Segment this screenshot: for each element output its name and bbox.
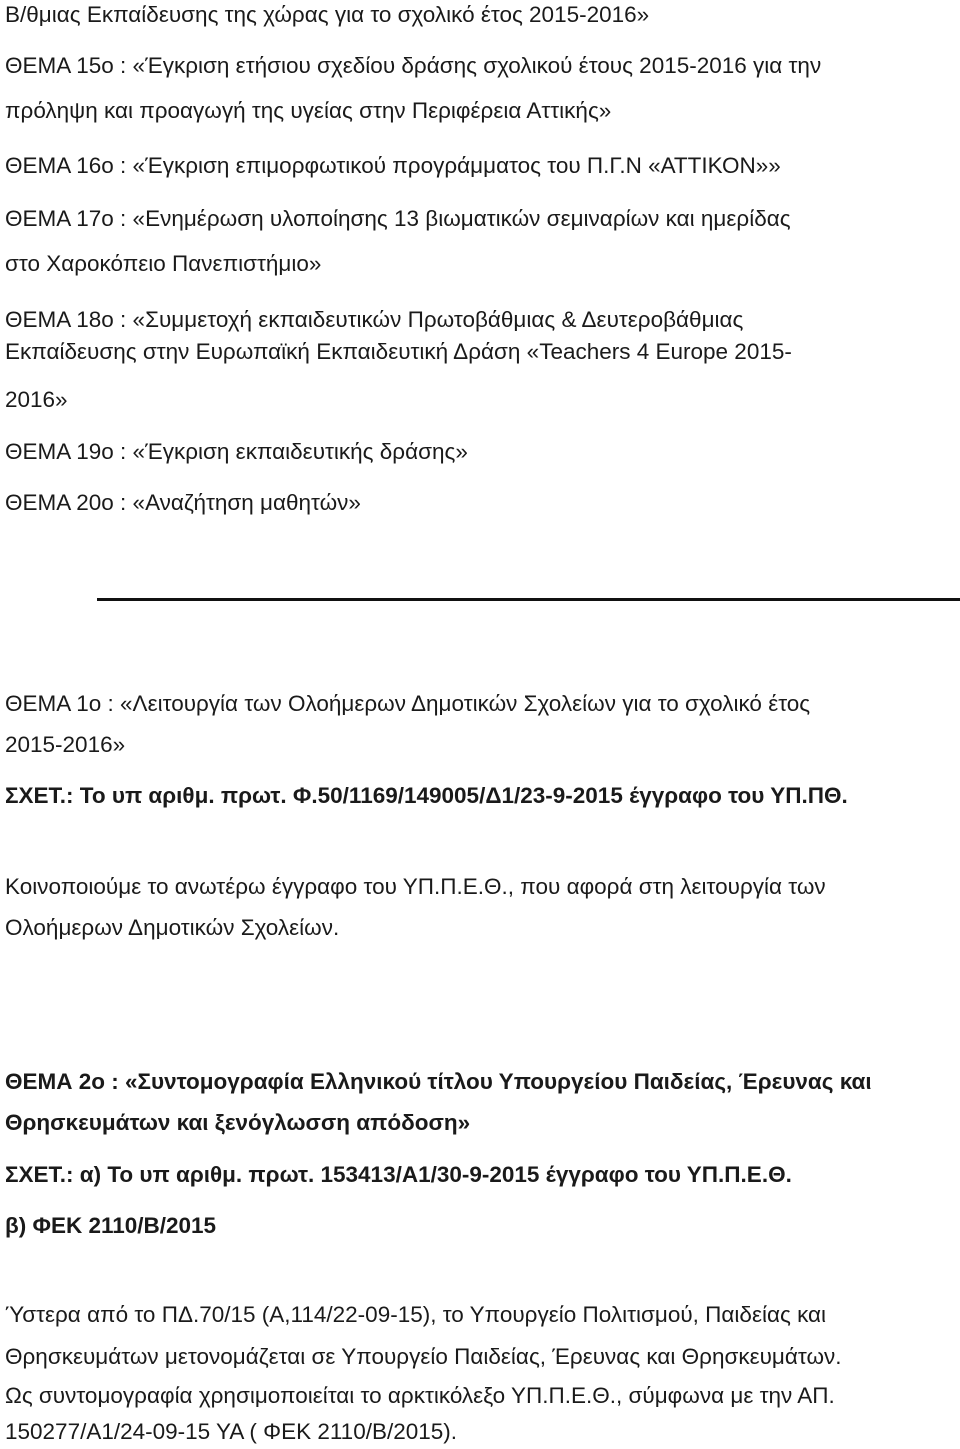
topic-2-reference-a: ΣΧΕΤ.: α) Το υπ αριθμ. πρωτ. 153413/Α1/30-9-2015 έγγραφο του ΥΠ.Π.Ε.Θ. [5, 1162, 792, 1187]
topic-1-body-line1: Κοινοποιούμε το ανωτέρω έγγραφο του ΥΠ.Π.Ε.Θ., που αφορά στη λειτουργία των [5, 874, 826, 899]
topic-19-title: ΘΕΜΑ 19ο : «Έγκριση εκπαιδευτικής δράσης» [5, 439, 468, 464]
topic-15-title-line2: πρόληψη και προαγωγή της υγείας στην Περιφέρεια Αττικής» [5, 98, 612, 123]
topic-18-title-line1: ΘΕΜΑ 18ο : «Συμμετοχή εκπαιδευτικών Πρωτοβάθμιας & Δευτεροβάθμιας [5, 307, 744, 332]
topic-17-title-line1: ΘΕΜΑ 17ο : «Ενημέρωση υλοποίησης 13 βιωματικών σεμιναρίων και ημερίδας [5, 206, 791, 231]
topic-15-title-line1: ΘΕΜΑ 15ο : «Έγκριση ετήσιου σχεδίου δράσης σχολικού έτους 2015-2016 για την [5, 53, 822, 78]
topic-2-body-line2: Θρησκευμάτων μετονομάζεται σε Υπουργείο Παιδείας, Έρευνας και Θρησκευμάτων. [5, 1344, 842, 1369]
topic-2-body-line3: Ως συντομογραφία χρησιμοποιείται το αρκτικόλεξο ΥΠ.Π.Ε.Θ., σύμφωνα με την ΑΠ. [5, 1383, 835, 1408]
topic-18-title-line3: 2016» [5, 387, 68, 412]
topic-2-title-line1: ΘΕΜΑ 2ο : «Συντομογραφία Ελληνικού τίτλου Υπουργείου Παιδείας, Έρευνας και [5, 1069, 872, 1094]
topic-2-body-line1: Ύστερα από το ΠΔ.70/15 (Α,114/22-09-15), το Υπουργείο Πολιτισμού, Παιδείας και [5, 1302, 827, 1327]
topic-20-title: ΘΕΜΑ 20ο : «Αναζήτηση μαθητών» [5, 490, 361, 515]
topic-2-reference-b: β) ΦΕΚ 2110/Β/2015 [5, 1213, 217, 1238]
topic-1-title-line2: 2015-2016» [5, 732, 126, 757]
section-divider [97, 598, 960, 601]
topic-17-title-line2: στο Χαροκόπειο Πανεπιστήμιο» [5, 251, 322, 276]
topic-2-title-line2: Θρησκευμάτων και ξενόγλωσση απόδοση» [5, 1110, 471, 1135]
topic-1-reference: ΣΧΕΤ.: Το υπ αριθμ. πρωτ. Φ.50/1169/149005/Δ1/23-9-2015 έγγραφο του ΥΠ.ΠΘ. [5, 783, 848, 808]
topic-1-body-line2: Ολοήμερων Δημοτικών Σχολείων. [5, 915, 340, 940]
topic-18-title-line2: Εκπαίδευσης στην Ευρωπαϊκή Εκπαιδευτική Δράση «Teachers 4 Europe 2015- [5, 339, 792, 364]
topic-2-body-line4: 150277/Α1/24-09-15 ΥΑ ( ΦΕΚ 2110/Β/2015). [5, 1419, 458, 1444]
topic-14-title-end: Β/θμιας Εκπαίδευσης της χώρας για το σχολικό έτος 2015-2016» [5, 2, 650, 27]
topic-16-title: ΘΕΜΑ 16ο : «Έγκριση επιμορφωτικού προγράμματος του Π.Γ.Ν «ΑΤΤΙΚΟΝ»» [5, 153, 781, 178]
topic-1-title-line1: ΘΕΜΑ 1ο : «Λειτουργία των Ολοήμερων Δημοτικών Σχολείων για το σχολικό έτος [5, 691, 811, 716]
